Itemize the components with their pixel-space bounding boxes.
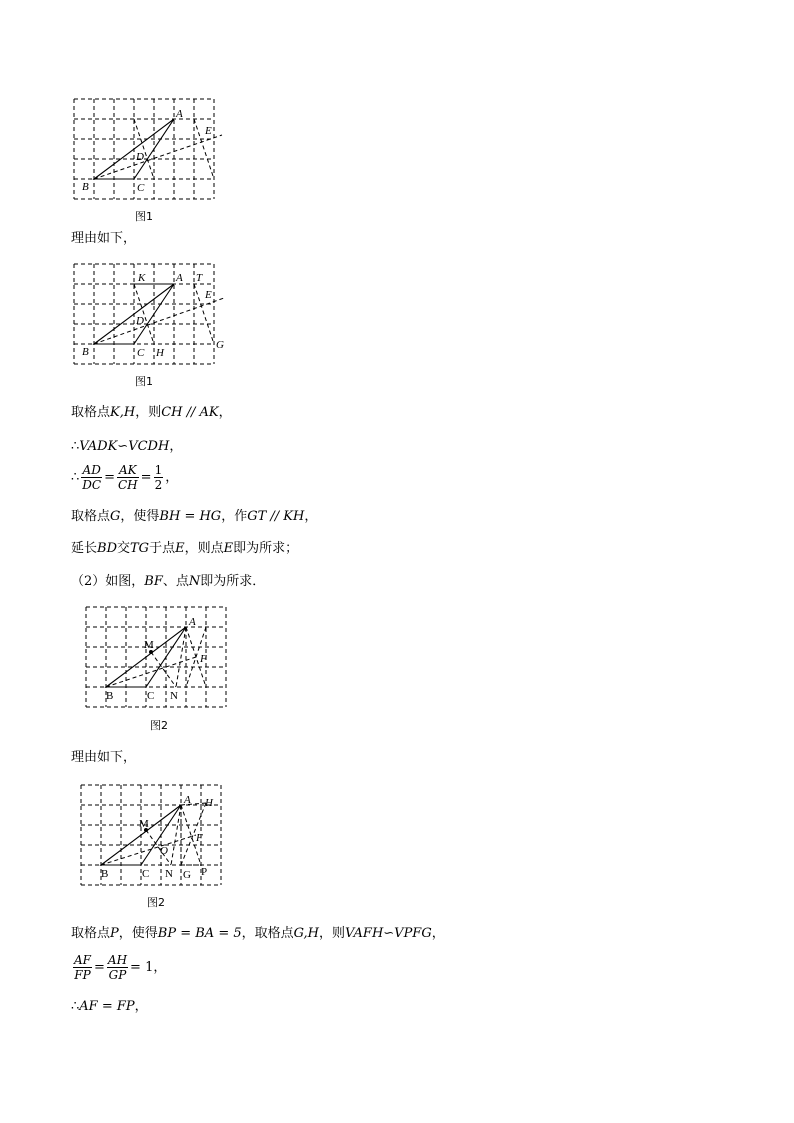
label-b: B	[106, 690, 114, 702]
fraction-one-half: $\frac{1}{2}$	[154, 463, 163, 492]
step-line-8: ∴AF = FP，	[71, 999, 148, 1014]
label-k: K	[138, 272, 146, 284]
step-line-4: 取格点G，使得BH = HG，作GT // KH，	[71, 509, 318, 524]
fraction-ad-dc: $\frac{AD}{DC}$	[82, 463, 102, 492]
segment-kh	[134, 119, 154, 179]
label-d: D	[136, 315, 144, 327]
segment-a-n	[171, 805, 181, 865]
label-t: T	[196, 272, 203, 284]
label-m: M	[144, 639, 154, 651]
label-o: O	[160, 845, 168, 857]
label-b: B	[82, 346, 89, 358]
figure-2-detailed-diagram	[81, 785, 241, 895]
figure-1-detailed-caption: 图1	[135, 375, 153, 388]
label-a: A	[184, 794, 191, 806]
step-line-1: 取格点K,H，则CH // AK，	[71, 405, 232, 420]
label-a: A	[176, 272, 183, 284]
step-line-5: 延长BD交TG于点E，则点E即为所求；	[71, 541, 299, 556]
segment-m-helper	[151, 652, 176, 687]
step-line-2: ∴VADK∽VCDH，	[71, 439, 183, 454]
label-h: H	[205, 797, 213, 809]
label-p: P	[201, 866, 208, 878]
figure-2-detailed-grid	[81, 785, 241, 895]
figure-1-detailed-diagram	[74, 264, 244, 374]
figure-2-caption: 图2	[150, 719, 168, 732]
label-e: E	[205, 125, 212, 137]
step-line-3-fraction: ∴ $\frac{AD}{DC}$ = $\frac{AK}{CH}$ = $\frac{1}{2}$ ，	[71, 463, 179, 492]
reason-line-1: 理由如下，	[71, 231, 137, 246]
fraction-ak-ch: $\frac{AK}{CH}$	[118, 463, 138, 492]
step-line-7-fraction: $\frac{AF}{FP}$ = $\frac{AH}{GP}$ = 1，	[74, 953, 167, 982]
label-n: N	[170, 690, 178, 702]
segment-bf	[106, 657, 196, 687]
label-c: C	[142, 868, 150, 880]
label-c: C	[147, 690, 155, 702]
label-c: C	[137, 347, 145, 359]
step-line-6: 取格点P，使得BP = BA = 5，取格点G,H，则VAFH∽VPFG，	[71, 926, 445, 941]
label-f: F	[196, 832, 203, 844]
fraction-af-fp: $\frac{AF}{FP}$	[74, 953, 91, 982]
label-a: A	[189, 616, 196, 628]
segment-bf	[101, 835, 196, 865]
label-n: N	[165, 868, 173, 880]
segment-kh	[134, 284, 154, 344]
label-g: G	[216, 339, 224, 351]
segment-bd-extended	[94, 135, 222, 179]
label-m: M	[139, 818, 149, 830]
figure-1-diagram	[74, 99, 234, 209]
label-c: C	[137, 182, 145, 194]
label-f: F	[200, 653, 207, 665]
label-b: B	[82, 181, 89, 193]
label-a: A	[176, 108, 183, 120]
figure-2-detailed-caption: 图2	[147, 896, 165, 909]
figure-2-diagram	[86, 607, 246, 717]
figure-1-caption: 图1	[135, 210, 153, 223]
figure-1-grid	[74, 99, 234, 209]
part-2-line: （2）如图，BF、点N即为所求．	[71, 574, 266, 589]
figure-2-grid	[86, 607, 246, 717]
label-d: D	[136, 151, 144, 163]
segment-a-n	[176, 627, 186, 687]
label-e: E	[205, 289, 212, 301]
label-g: G	[183, 869, 191, 881]
label-h: H	[156, 347, 164, 359]
label-b: B	[101, 868, 109, 880]
figure-1-detailed-grid	[74, 264, 244, 374]
fraction-ah-gp: $\frac{AH}{GP}$	[107, 953, 128, 982]
reason-line-2: 理由如下，	[71, 750, 137, 765]
